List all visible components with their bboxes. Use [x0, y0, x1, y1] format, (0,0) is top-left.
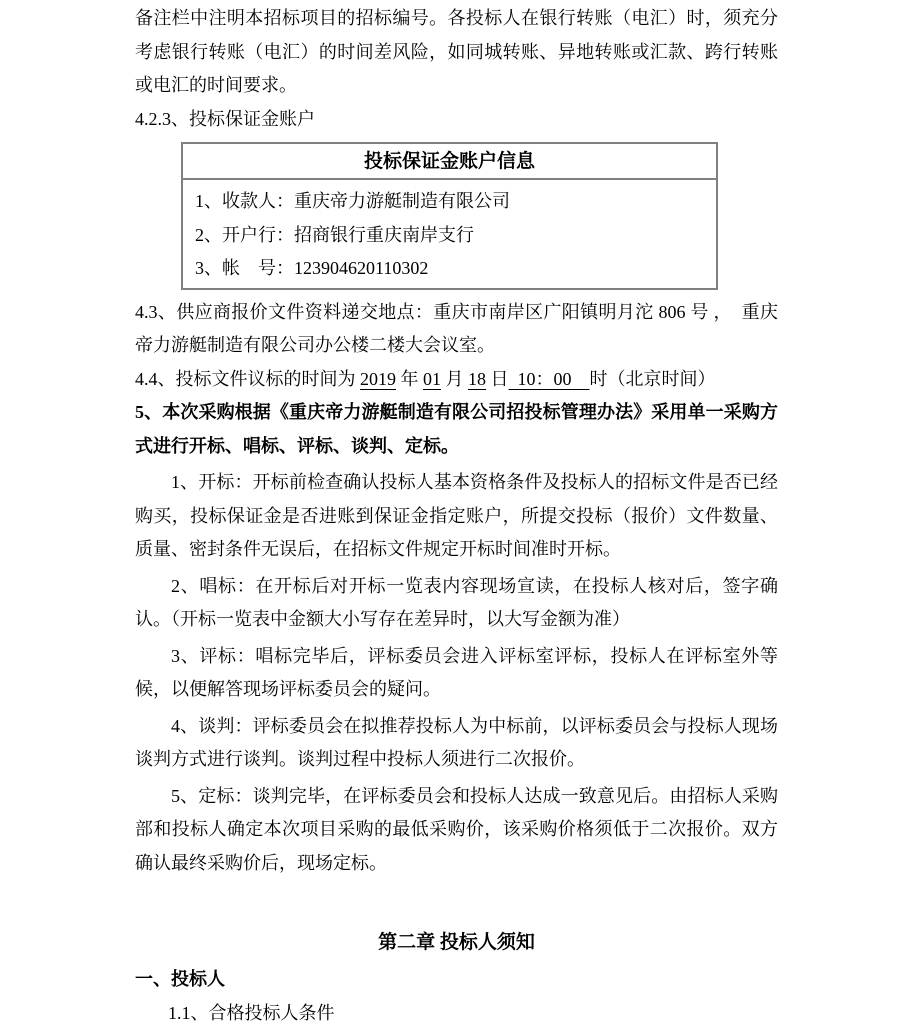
procedure-item-negotiation: 4、谈判：评标委员会在拟推荐投标人为中标前，以评标委员会与投标人现场谈判方式进行谈判。谈判过程中投标人须进行二次报价。 — [135, 715, 778, 769]
underlined-value: 2019 — [360, 368, 396, 389]
table-row-payee: 1、收款人：重庆帝力游艇制造有限公司 — [195, 191, 510, 211]
text-segment: 4.4、投标文件议标的时间为 — [135, 368, 360, 389]
paragraph-1-1-qualified-bidders: 1.1、合格投标人条件 — [168, 1003, 335, 1023]
paragraph-4-3-submission-location: 4.3、供应商报价文件资料递交地点：重庆市南岸区广阳镇明月沱 806 号 ， 重庆帝力游艇制造有限公司办公楼二楼大会议室。 — [135, 301, 778, 355]
text-segment: 日 — [486, 368, 509, 389]
underlined-value: 01 — [423, 368, 441, 389]
table-row-account-number: 3、帐 号：123904620110302 — [195, 258, 429, 278]
text-segment: 年 — [396, 368, 423, 389]
procedure-item-bid-evaluation: 3、评标：唱标完毕后，评标委员会进入评标室评标，投标人在评标室外等候，以便解答现场评标委员会的疑问。 — [135, 645, 778, 699]
deposit-account-table — [181, 142, 718, 290]
underlined-value: 10：00 — [508, 368, 590, 389]
paragraph-remittance-note: 备注栏中注明本招标项目的招标编号。各投标人在银行转账（电汇）时，须充分考虑银行转账（电汇）的时间差风险，如同城转账、异地转账或汇款、跨行转账或电汇的时间要求。 — [135, 8, 778, 95]
underlined-value: 18 — [468, 368, 486, 389]
paragraph-4-4-bid-time — [135, 363, 778, 397]
table-row-bank: 2、开户行：招商银行重庆南岸支行 — [195, 224, 474, 245]
procedure-item-bid-opening: 1、开标：开标前检查确认投标人基本资格条件及投标人的招标文件是否已经购买，投标保证金是否进账到保证金指定账户，所提交投标（报价）文件数量、质量、密封条件无误后，在招标文件规定开标时间准时开标。 — [135, 472, 778, 559]
heading-4-2-3: 4.2.3、投标保证金账户 — [135, 108, 315, 129]
section-1-bidders-heading: 一、投标人 — [135, 968, 225, 989]
paragraph-5-procurement-method: 5、本次采购根据《重庆帝力游艇制造有限公司招投标管理办法》采用单一采购方式进行开标、唱标、评标、谈判、定标。 — [135, 402, 778, 456]
text-segment: 时（北京时间） — [589, 368, 716, 389]
chapter-2-heading: 第二章 投标人须知 — [378, 932, 535, 953]
procedure-item-award: 5、定标：谈判完毕，在评标委员会和投标人达成一致意见后。由招标人采购部和投标人确定本次项目采购的最低采购价，该采购价格须低于二次报价。双方确认最终采购价后，现场定标。 — [135, 785, 778, 873]
procedure-item-bid-reading: 2、唱标：在开标后对开标一览表内容现场宣读，在投标人核对后，签字确认。（开标一览表中金额大小写存在差异时，以大写金额为准） — [135, 575, 778, 629]
text-segment: 月 — [441, 368, 468, 389]
deposit-table-title: 投标保证金账户信息 — [183, 144, 716, 180]
deposit-table-body — [183, 180, 716, 288]
